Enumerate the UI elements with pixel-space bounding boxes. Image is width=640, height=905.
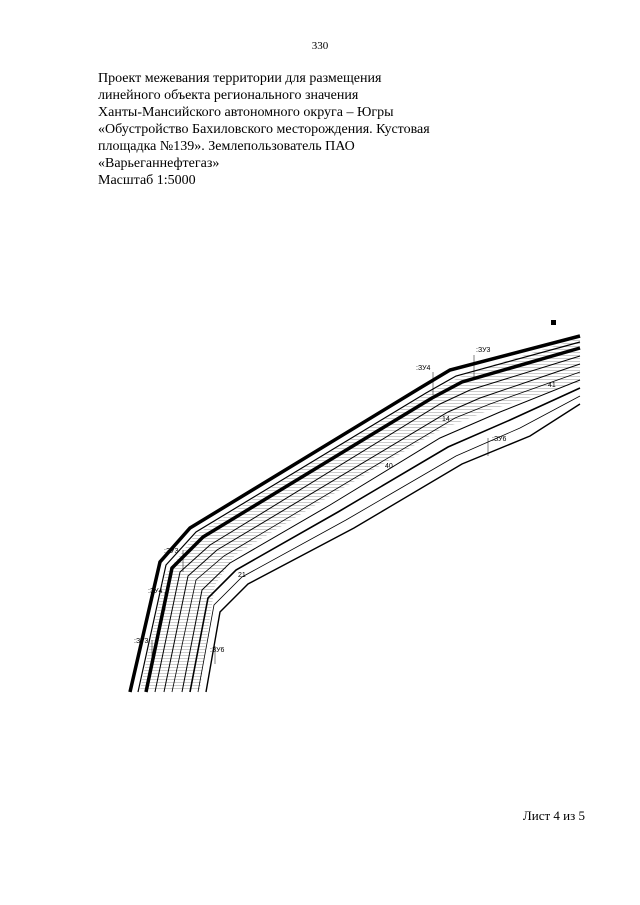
- point-number: 14: [442, 416, 450, 423]
- title-line: «Обустройство Бахиловского месторождения. Кустовая: [98, 122, 430, 137]
- zone-label: :ЗУ3: [476, 347, 491, 354]
- sheet-number: Лист 4 из 5: [522, 808, 585, 823]
- title-line: Проект межевания территории для размещения: [98, 71, 382, 86]
- zone-label: :ЗУ4: [148, 588, 163, 595]
- north-marker-icon: [551, 320, 556, 325]
- page-number: 330: [311, 40, 329, 52]
- zone-label: :ЗУ3: [164, 548, 179, 555]
- point-number: 21: [238, 572, 246, 579]
- title-line: Ханты-Мансийского автономного округа – Югры: [98, 105, 394, 120]
- point-number: 40: [385, 463, 393, 470]
- zone-label: :ЗУ3: [134, 638, 149, 645]
- title-line: площадка №139». Землепользователь ПАО: [98, 139, 355, 154]
- title-line: «Варьеганнефтегаз»: [98, 156, 220, 171]
- title-line: линейного объекта регионального значения: [98, 88, 359, 103]
- point-number: 41: [548, 382, 556, 389]
- zone-label: :ЗУ6: [492, 436, 507, 443]
- zone-label: :ЗУ6: [210, 647, 225, 654]
- zone-label: :ЗУ4: [416, 365, 431, 372]
- hatched-area: [140, 338, 580, 690]
- scale-line: Масштаб 1:5000: [98, 173, 196, 188]
